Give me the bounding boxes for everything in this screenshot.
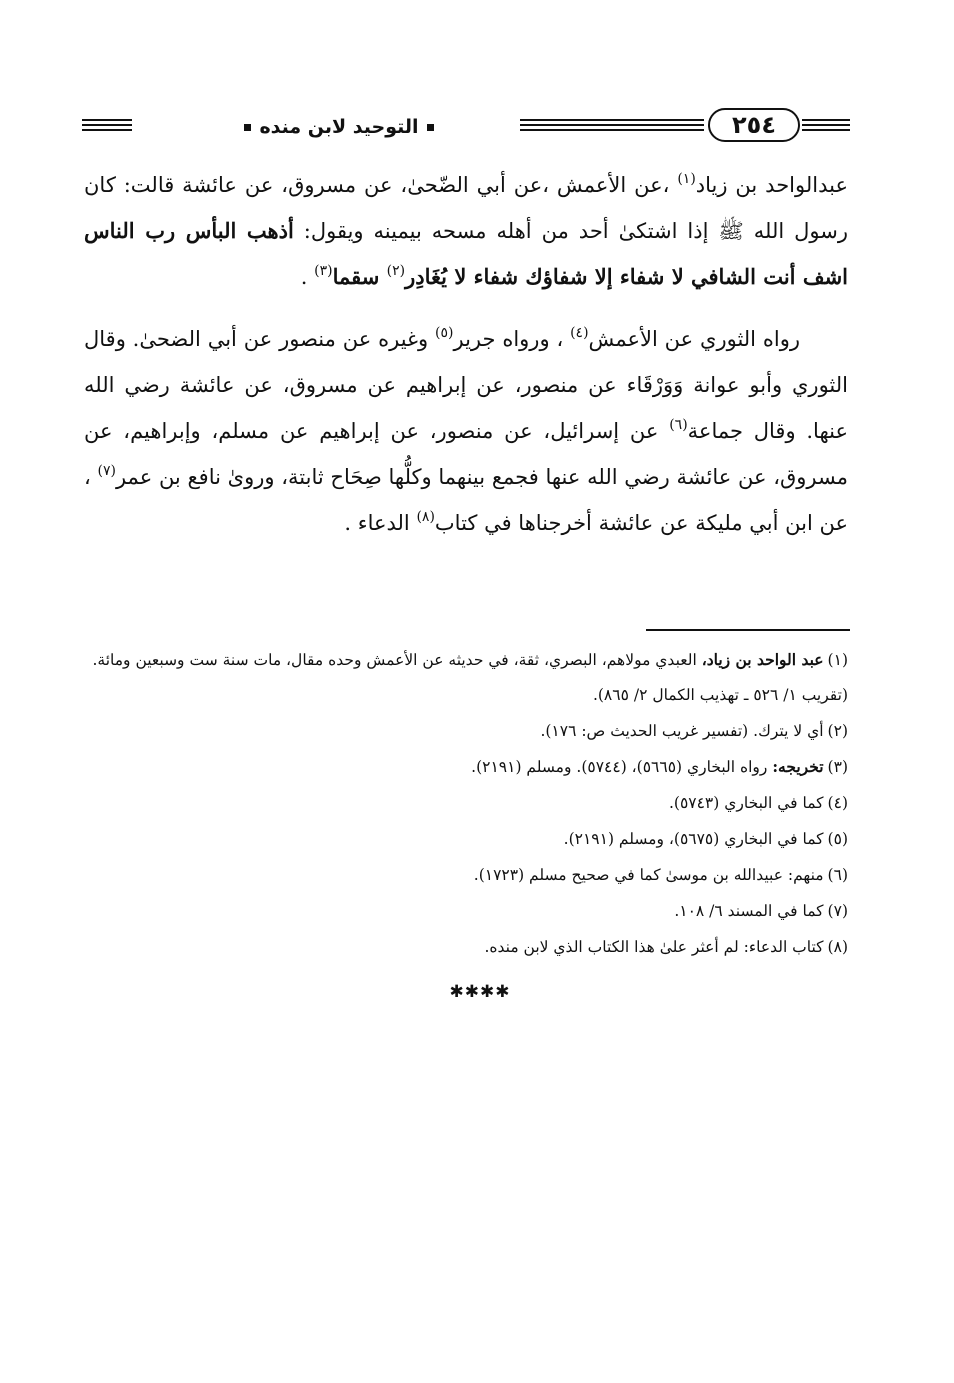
bold-dua-text: سقما bbox=[332, 264, 387, 289]
footnote-number: (٢) bbox=[827, 722, 848, 740]
ending-stars-icon: ✱✱✱✱ bbox=[449, 982, 511, 1002]
footnote bbox=[84, 642, 848, 713]
footnote-ref: (٤) bbox=[570, 325, 589, 341]
header-rule-left bbox=[82, 119, 132, 133]
footnote-text: كما في المسند ٦/ ١٠٨. bbox=[674, 902, 824, 920]
footnote-text: كتاب الدعاء: لم أعثر علىٰ هذا الكتاب الذي لابن منده. bbox=[484, 938, 824, 956]
footnote-number: (٥) bbox=[827, 830, 848, 848]
text-segment: الدعاء . bbox=[344, 511, 417, 535]
footnote-number: (٦) bbox=[827, 866, 848, 884]
footnote bbox=[84, 749, 848, 785]
footnote-number: (٨) bbox=[827, 938, 848, 956]
header-rule-right bbox=[802, 119, 850, 133]
footnote-text: رواه البخاري (٥٦٦٥)، (٥٧٤٤). ومسلم (٢١٩١). bbox=[471, 758, 773, 776]
text-segment: وغيره عن منصور عن أبي الضحىٰ. وقال الثوري وأبو عوانة وَوَرْقَاء عن منصور، عن إبراهيم عن مسروق، عن عائشة رضي الله عنها. وقال جماعة bbox=[84, 327, 848, 443]
footnote-ref: (٦) bbox=[669, 417, 688, 433]
book-title: التوحيد لابن منده bbox=[259, 116, 419, 138]
footnote-text: أي لا يترك. (تفسير غريب الحديث ص: ١٧٦). bbox=[540, 722, 824, 740]
running-header bbox=[82, 106, 850, 146]
footnote-number: (١) bbox=[827, 651, 848, 669]
footnote-text: كما في البخاري (٥٧٤٣). bbox=[668, 794, 824, 812]
footnote-text: منهم: عبيدالله بن موسىٰ كما في صحيح مسلم (١٧٢٣). bbox=[473, 866, 824, 884]
header-rule-middle bbox=[520, 119, 704, 133]
footnote-ref: (٧) bbox=[97, 463, 116, 479]
footnote-number: (٤) bbox=[827, 794, 848, 812]
text-segment: ، عن ابن أبي مليكة عن عائشة أخرجناها في كتاب bbox=[84, 465, 848, 535]
footnote bbox=[84, 713, 848, 749]
page-number: ٢٥٤ bbox=[732, 111, 776, 139]
footnote-separator bbox=[646, 629, 850, 631]
text-segment: عن إسرائيل، عن منصور، عن إبراهيم عن مسلم، وإبراهيم، عن مسروق، عن عائشة رضي الله عنها فجمع بينهما وكلُّها صِحَاح ثابتة، ورویٰ نافع بن عمر bbox=[84, 419, 848, 489]
footnote bbox=[84, 785, 848, 821]
text-segment: . bbox=[300, 265, 315, 289]
paragraph-hadith bbox=[84, 162, 848, 300]
text-segment: عبدالواحد بن زياد bbox=[695, 173, 848, 197]
book-title-area bbox=[164, 112, 514, 142]
text-segment: ،عن الأعمش ،عن أبي الضّحىٰ، عن مسروق، عن عائشة قالت: كان رسول الله ﷺ إذا اشتكىٰ أحد من أهله مسحه بيمينه ويقول: bbox=[84, 173, 848, 243]
footnote-ref: (٨) bbox=[416, 509, 435, 525]
square-ornament-icon bbox=[427, 124, 434, 131]
bold-dua-text: أذهب البأس رب الناس اشف أنت الشافي لا شفاء إلا شفاؤك شفاء لا يُغَادِر bbox=[84, 218, 848, 289]
square-ornament-icon bbox=[244, 124, 251, 131]
footnote bbox=[84, 857, 848, 893]
footnote-label: عبد الواحد بن زياد، bbox=[701, 650, 824, 669]
footnote-ref: (٢) bbox=[386, 263, 406, 279]
footnote-ref: (٥) bbox=[435, 325, 454, 341]
footnote-number: (٣) bbox=[827, 758, 848, 776]
footnotes bbox=[84, 642, 848, 965]
footnote-text: كما في البخاري (٥٦٧٥)، ومسلم (٢١٩١). bbox=[563, 830, 824, 848]
footnote-text: العبدي مولاهم، البصري، ثقة، في حديثه عن الأعمش وحده مقال، مات سنة ست وسبعين ومائة. (تقريب ١/ ٥٢٦ ـ تهذيب الكمال ٢/ ٨٦٥). bbox=[92, 651, 848, 704]
footnote bbox=[84, 929, 848, 965]
text-segment: ، ورواه جرير bbox=[453, 327, 571, 351]
footnote-ref: (١) bbox=[677, 171, 696, 187]
page-number-frame bbox=[708, 108, 800, 142]
footnote-number: (٧) bbox=[827, 902, 848, 920]
text-segment: رواه الثوري عن الأعمش bbox=[588, 327, 800, 351]
footnote-label: تخريجه: bbox=[772, 757, 824, 776]
footnote-ref: (٣) bbox=[314, 263, 333, 279]
main-text bbox=[84, 162, 848, 546]
footnote bbox=[84, 821, 848, 857]
footnote bbox=[84, 893, 848, 929]
paragraph-narrations bbox=[84, 316, 848, 546]
